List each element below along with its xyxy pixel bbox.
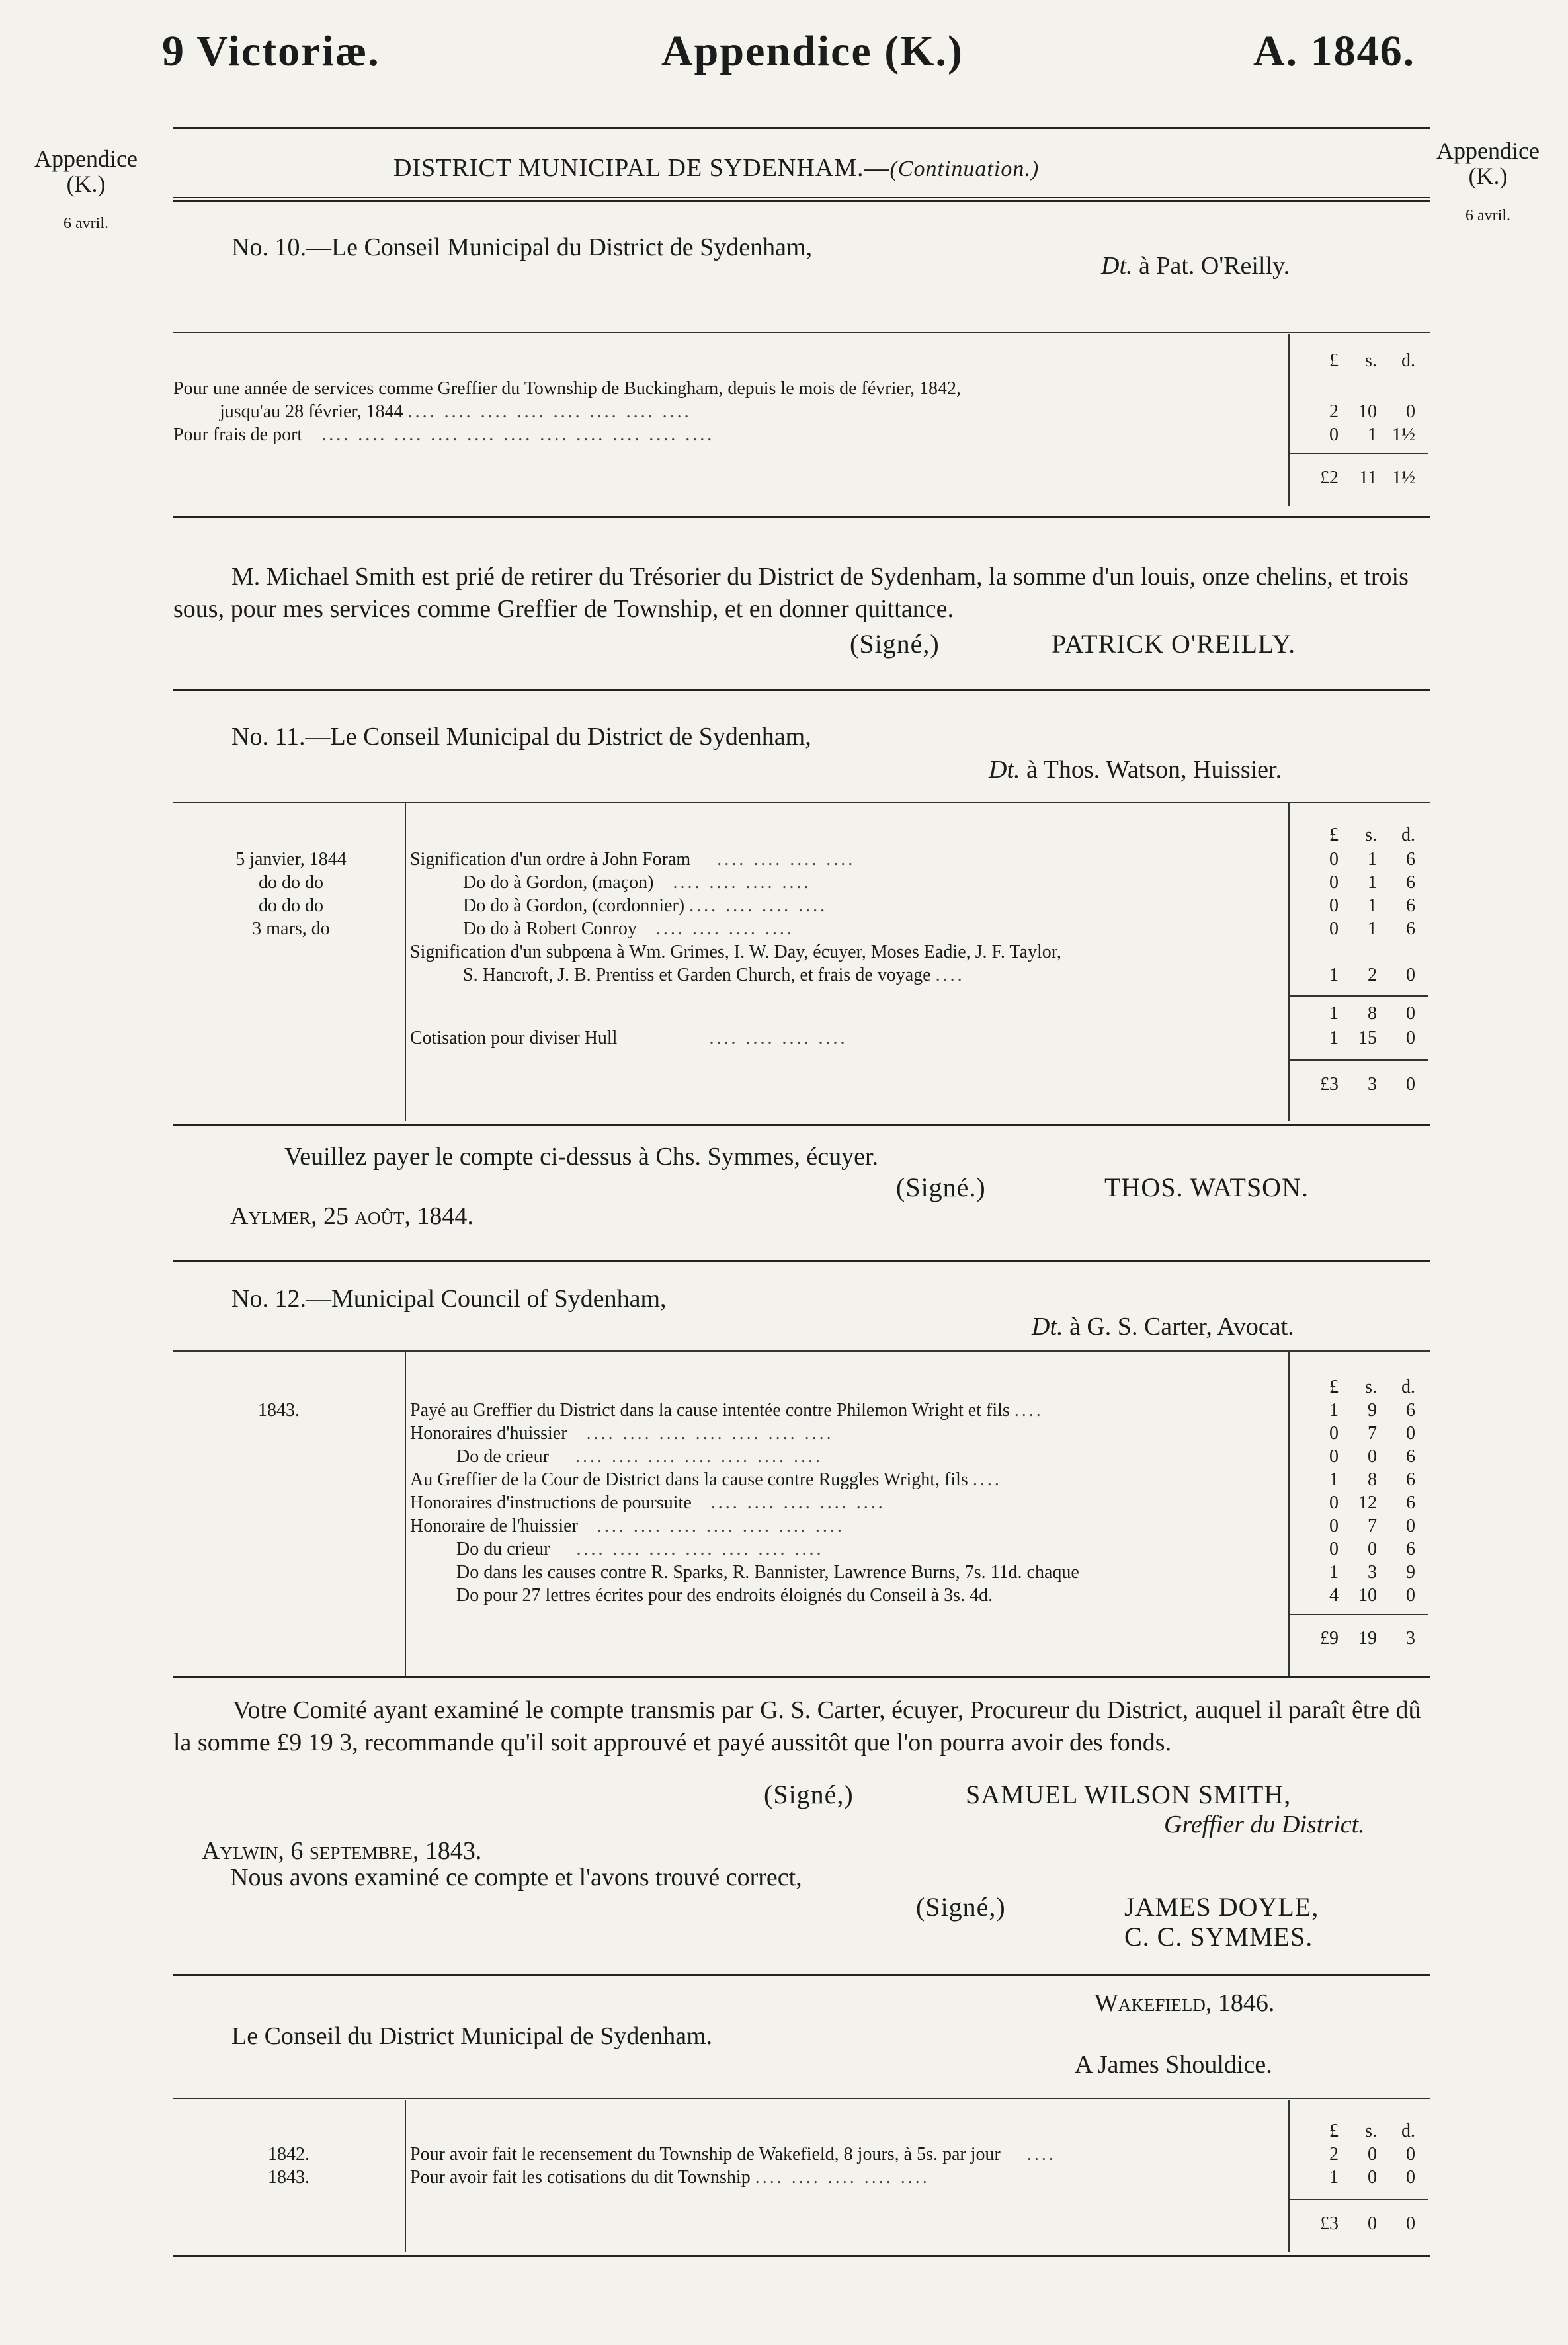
acct11-row-4: Do do à Robert Conroy .... .... .... ....	[463, 919, 794, 939]
header-rule	[173, 127, 1430, 129]
acct10-creditor: Dt. à Pat. O'Reilly.	[1101, 252, 1290, 280]
acct12-date: 1843.	[258, 1400, 300, 1420]
acct11-title: No. 11.—Le Conseil Municipal du District de Sydenham,	[231, 723, 811, 751]
acct11-row-3: Do do à Gordon, (cordonnier) .... .... .... ....	[463, 895, 828, 916]
acct13-dates: 1842. 1843.	[268, 2144, 309, 2188]
acct11-creditor: Dt. à Thos. Watson, Huissier.	[989, 756, 1282, 784]
acct11-end-rule	[173, 1260, 1430, 1262]
acct11-row-1: Signification d'un ordre à John Foram .... .... .... ....	[410, 849, 856, 870]
acct12-row-9: Do pour 27 lettres écrites pour des endroits éloignés du Conseil à 3s. 4d.	[456, 1585, 993, 1606]
acct12-place-date: Aylwin, 6 septembre, 1843.	[202, 1837, 482, 1865]
acct12-note: Votre Comité ayant examiné le compte transmis par G. S. Carter, écuyer, Procureur du District, auquel il paraît être dû la somme £9 19 3, recommande qu'il soit approuvé et payé aussitôt que l'on pourra avoir des fonds.	[173, 1696, 1421, 1756]
acct10-row-1-amount: 2 10 0	[1329, 401, 1415, 422]
acct11-signed: (Signé.)	[896, 1172, 986, 1202]
acct13-amounts: 2 0 0 1 0 0	[1329, 2144, 1415, 2188]
acct10-row-1: Pour une année de services comme Greffier du Township de Buckingham, depuis le mois de février, 1842, jusqu'au 28 février, 1844 .... .... .... .... .... .... .... ....	[173, 378, 962, 422]
acct12-signer2a: JAMES DOYLE,	[1124, 1892, 1319, 1922]
acct13-money-head: £ s. d.	[1329, 2121, 1415, 2141]
acct11-note: Veuillez payer le compte ci-dessus à Chs. Symmes, écuyer.	[284, 1143, 879, 1171]
acct13-row-1: Pour avoir fait le recensement du Township de Wakefield, 8 jours, à 5s. par jour ....	[410, 2144, 1056, 2164]
acct12-rows	[410, 1399, 1286, 1607]
running-head-left: 9 Victoriæ.	[162, 27, 380, 75]
acct11-place-date: Aylmer, 25 août, 1844.	[230, 1202, 474, 1230]
acct10-signed: (Signé,)	[850, 629, 940, 659]
acct11-row-2: Do do à Gordon, (maçon) .... .... .... ....	[463, 872, 811, 893]
acct13-title: Le Conseil du District Municipal de Sydenham.	[231, 2022, 713, 2050]
acct12-row-8: Do dans les causes contre R. Sparks, R. Bannister, Lawrence Burns, 7s. 11d. chaque	[456, 1562, 1079, 1583]
acct12-signed2: (Signé,)	[916, 1892, 1006, 1922]
acct12-row-7: Do du crieur .... .... .... .... .... .... ....	[456, 1539, 824, 1559]
acct11-table-top	[173, 802, 1430, 803]
acct11-extra: Cotisation pour diviser Hull .... .... .... ....	[410, 1028, 848, 1048]
acct10-title: No. 10.—Le Conseil Municipal du District de Sydenham,	[231, 233, 813, 261]
acct11-table-bottom	[173, 1124, 1430, 1126]
acct12-row-3: Do de crieur .... .... .... .... .... .... ....	[456, 1446, 823, 1467]
acct13-rows	[410, 2143, 1286, 2189]
acct11-dates: 5 janvier, 1844 do do do do do do 3 mars, do	[235, 849, 347, 939]
acct11-money-head: £ s. d.	[1329, 825, 1415, 845]
acct10-end-rule	[173, 689, 1430, 691]
acct13-row-2: Pour avoir fait les cotisations du dit Township .... .... .... .... ....	[410, 2167, 930, 2188]
acct13-table-top	[173, 2098, 1430, 2099]
acct12-row-1: Payé au Greffier du District dans la cause intentée contre Philemon Wright et fils ....	[410, 1400, 1044, 1420]
acct12-signer-title: Greffier du District.	[1164, 1811, 1365, 1838]
acct12-signer: SAMUEL WILSON SMITH,	[966, 1780, 1292, 1809]
acct12-signed: (Signé,)	[764, 1780, 854, 1809]
acct11-row-5: Signification d'un subpœna à Wm. Grimes, I. W. Day, écuyer, Moses Eadie, J. F. Taylor,	[410, 942, 1061, 962]
acct12-creditor: Dt. à G. S. Carter, Avocat.	[1032, 1313, 1294, 1340]
acct12-row-5: Honoraires d'instructions de poursuite .... .... .... .... ....	[410, 1493, 886, 1513]
acct12-signer2b: C. C. SYMMES.	[1124, 1922, 1313, 1952]
acct12-end-rule	[173, 1974, 1430, 1976]
acct12-amounts: 1 9 6 0 7 0 0 0 6 1 8 6 0 12 6 0 7 0 0 0 6 1 3 9 4 10 0	[1329, 1400, 1415, 1606]
acct11-total: £3 3 0	[1320, 1074, 1415, 1094]
acct10-table-bottom	[173, 516, 1430, 518]
acct10-note: M. Michael Smith est prié de retirer du Trésorier du District de Sydenham, la somme d'un louis, onze chelins, et trois sous, pour mes services comme Greffier de Township, et en donner quittance.	[173, 563, 1409, 623]
acct13-creditor: A James Shouldice.	[1075, 2051, 1272, 2078]
running-head-center: Appendice (K.)	[661, 27, 964, 75]
acct11-extra-amount: 1 15 0	[1329, 1028, 1415, 1048]
section-title: DISTRICT MUNICIPAL DE SYDENHAM.—(Continuation.)	[393, 154, 1040, 182]
acct12-total: £9 19 3	[1320, 1628, 1415, 1649]
acct13-place-date: Wakefield, 1846.	[1094, 1989, 1275, 2017]
acct10-table-top	[173, 332, 1430, 333]
acct10-row-2-amount: 0 1 1½	[1329, 425, 1415, 445]
running-head-right: A. 1846.	[1253, 27, 1416, 75]
acct13-total: £3 0 0	[1320, 2213, 1415, 2234]
acct11-rows: Signification d'un ordre à John Foram .... .... .... .... Do do à Gordon, (maçon) .... .... .... .... Do do à Gordon, (cordonnier) .... .... .... .... Do do à Robert Conroy .... .... .... .... Signification d'un subpœna à Wm. Grimes, I. W. Day, écuyer, Moses Eadie, J. F. Taylor, S. Hancroft, J. B. Prentiss et Garden Church, et frais de voyage ....	[410, 848, 1283, 987]
acct12-row-4: Au Greffier de la Cour de District dans la cause contre Ruggles Wright, fils ....	[410, 1469, 1002, 1490]
acct12-money-head: £ s. d.	[1329, 1377, 1415, 1397]
acct11-signer: THOS. WATSON.	[1104, 1172, 1309, 1202]
margin-note-left: Appendice (K.) 6 avril.	[34, 145, 138, 232]
acct10-total: £2 11 1½	[1320, 468, 1415, 488]
section-rule	[173, 196, 1430, 202]
acct11-amounts: 0 1 6 0 1 6 0 1 6 0 1 6 1 2 0	[1329, 849, 1415, 985]
margin-note-right: Appendice (K.) 6 avril.	[1436, 138, 1540, 224]
acct12-row-2: Honoraires d'huissier .... .... .... .... .... .... ....	[410, 1423, 834, 1444]
acct12-table-top	[173, 1350, 1430, 1352]
acct12-table-bottom	[173, 1676, 1430, 1678]
acct13-table-bottom	[173, 2255, 1430, 2257]
acct12-title: No. 12.—Municipal Council of Sydenham,	[231, 1285, 667, 1313]
acct10-money-head: £ s. d.	[1329, 350, 1415, 371]
acct12-note2: Nous avons examiné ce compte et l'avons trouvé correct,	[230, 1864, 802, 1891]
acct10-row-2: Pour frais de port .... .... .... .... .... .... .... .... .... .... ....	[173, 425, 715, 445]
acct12-row-6: Honoraire de l'huissier .... .... .... .... .... .... ....	[410, 1516, 845, 1536]
acct11-subtotal: 1 8 0	[1329, 1003, 1415, 1024]
acct10-signer: PATRICK O'REILLY.	[1052, 629, 1296, 659]
